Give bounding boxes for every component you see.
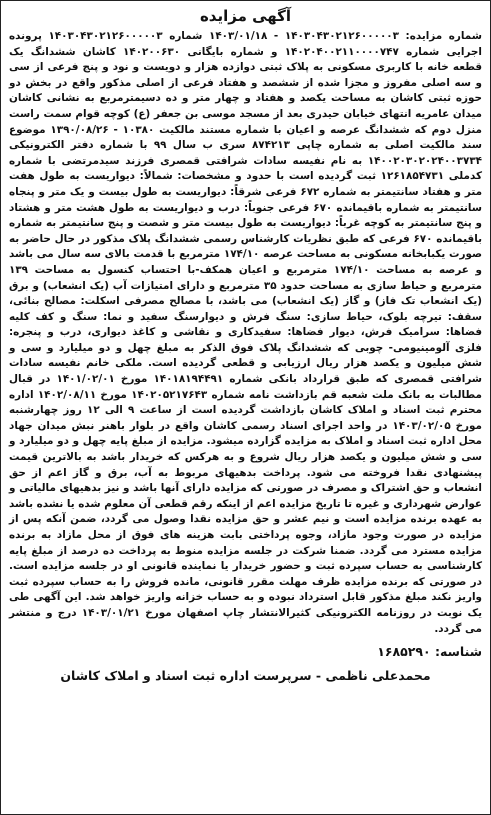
notice-body: شماره مزایده: ۱۴۰۳۰۴۳۰۲۱۲۶۰۰۰۰۰۳ - ۱۴۰۳/۰۱/۱۸ شماره ۱۴۰۳۰۴۳۰۲۱۲۶۰۰۰۰۰۳ پرونده اجرایی شماره ۱۴۰۲۰۴۰۰۲۱۱۰۰۰۰۷۴۷ و شماره بایگانی ۱۴۰۲۰۰۶۳۰ کاشان ششدانگ یک قطعه خانه با کاربری مسکونی به پلاک ثبتی دوازده هزار و دویست و نود و پنج فرعی از سی و سه اصلی مفروز و مجزا شده از ششصد و هفتاد فرعی از اصلی مذکور واقع در بخش دو حوزه ثبتی کاشان به مساحت یکصد و هفتاد و چهار متر و ده دسیمترمربع به نشانی کاشان میدان عامریه انتهای خیابان حیدری بعد از مسجد موسی بن جعفر (ع) کوچه قوام سمت راست منزل دوم که ششدانگ عرصه و اعیان با شماره مستند مالکیت ۱۰۳۸۰ - ۱۳۹۰/۰۸/۲۶ موضوع سند مالکیت اصلی به شماره چاپی ۸۷۴۲۱۳ سری ب سال ۹۹ با شماره دفتر الکترونیکی ۱۴۰۰۲۰۳۰۲۰۲۴۰۰۳۷۳۴ به نام نفیسه سادات شرافتی قمصری فرزند سیدمرتضی با شماره کدملی ۱۲۶۱۸۵۴۷۳۱ ثبت گردیده است با حدود و مشخصات: شمالاً: دیواریست به طول هفت متر و هفتاد سانتیمتر به شماره ۶۷۲ فرعی شرقاً: دیواریست به طول بیست و یک متر و پنجاه سانتیمتر به شماره باقیمانده ۶۷۰ فرعی جنوباً: درب و دیواریست به طول هشت متر و هشتاد و پنج سانتیمتر به کوچه غرباً: دیواریست به طول بیست متر و شصت و پنج سانتیمتر به شماره باقیمانده ۶۷۰ فرعی که طبق نظریات کارشناس رسمی ششدانگ پلاک مذکور در حال حاضر به صورت یکبابخانه مسکونی به مساحت عرصه ۱۷۴/۱۰ مترمربع با قدمت بالای سه سال می باشد و عرصه به مساحت ۱۷۴/۱۰ مترمربع و اعیان همکف-با احتساب کنسول به مساحت ۱۳۹ مترمربع و حیاط سازی به مساحت حدود ۳۵ مترمربع و دارای امتیازات آب (یک انشعاب) و برق (یک انشعاب تک فاز) و گاز (یک انشعاب) می باشد، با مصالح مصرفی اسکلت: مصالح بنائی، سقف: تیرچه بلوک، حیاط سازی: سنگ فرش و دیوارسنگ سفید و نما: سنگ و کف کلیه فضاها: سرامیک فرش، دیوار فضاها: سفیدکاری و نقاشی و کاغذ دیواری، درب و پنجره: فلزی آلومینیومی- چوبی که ششدانگ پلاک فوق الذکر به مبلغ چهل و دو میلیارد و سی و شش میلیون و یکصد هزار ریال ارزیابی و قطعی گردیده است. ملکی خانم نفیسه سادات شرافتی قمصری که طبق قرارداد بانکی شماره ۱۴۰۱۸۱۹۴۴۹۱ مورخ ۱۴۰۱/۰۲/۰۱ در قبال مطالبات به بانک ملت شعبه قم بازداشت نامه شماره ۱۴۰۲۰۵۲۱۷۶۴۳ مورخ ۱۴۰۲/۰۸/۱۱ اداره محترم ثبت اسناد و املاک کاشان بازداشت گردیده است از ساعت ۹ الی ۱۲ روز چهارشنبه مورخ ۱۴۰۳/۰۲/۰۵ در واحد اجرای اسناد رسمی کاشان واقع در بلوار باهنر نبش میدان جهاد محل اداره ثبت اسناد و املاک به مزایده گزارده میشود. مزایده از مبلغ پایه چهل و دو میلیارد و سی و شش میلیون و یکصد هزار ریال شروع و به هرکس که خریدار باشد به بالاترین قیمت پیشنهادی نقدا فروخته می شود. پرداخت بدهیهای مربوط به آب، برق و گاز اعم از حق انشعاب و حق اشتراک و مصرف در صورتی که مزایده دارای آنها باشد و نیز بدهیهای مالیاتی و عوارض شهرداری و غیره تا تاریخ مزایده اعم از اینکه رقم قطعی آن معلوم شده یا نشده باشد به عهده برنده مزایده است و نیم عشر و حق مزایده نقدا وصول می گردد، ضمن آنکه پس از مزایده در صورت وجود مازاد، وجوه پرداختی بابت هزینه های فوق از محل مازاد به برنده مزایده مسترد می گردد. ضمنا شرکت در جلسه مزایده منوط به پرداخت ده درصد از مبلغ پایه کارشناسی به حساب سپرده ثبت و حضور خریدار یا نماینده قانونی او در جلسه مزایده است. در صورتی که برنده مزایده ظرف مهلت مقرر قانونی، مانده فروش را به حساب سپرده ثبت واریز نکند مبلغ مذکور قابل استرداد نبوده و به حساب خزانه واریز خواهد شد. این آگهی طی یک نوبت در روزنامه الکترونیکی کثیرالانتشار چاپ اصفهان مورخ ۱۴۰۳/۰۱/۲۱ درج و منتشر می گردد. <box>9 30 483 635</box>
notice-signature: محمدعلی ناظمی - سرپرست اداره ثبت اسناد و املاک کاشان <box>60 668 431 684</box>
notice-title: آگهی مزایده <box>199 7 292 25</box>
notice-id: شناسه: ۱۶۸۵۲۹۰ <box>377 644 482 660</box>
